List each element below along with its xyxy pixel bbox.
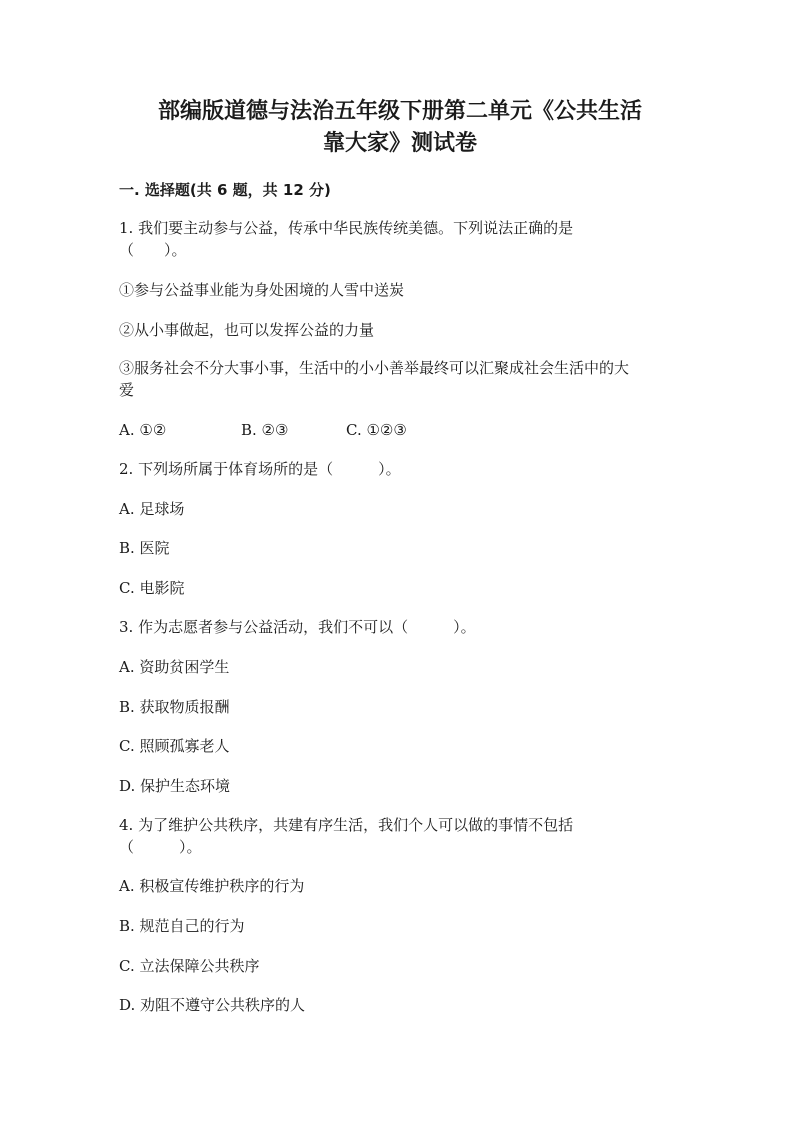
question-1-option-a[interactable]: A. ①② <box>119 421 167 439</box>
document-title-line-2: 靠大家》测试卷 <box>322 131 477 156</box>
question-3-option-a[interactable]: A. 资助贫困学生 <box>119 658 230 676</box>
question-1-option-b[interactable]: B. ②③ <box>241 421 289 439</box>
question-1-statement-3-continued: 爱 <box>119 381 135 399</box>
question-2-option-a[interactable]: A. 足球场 <box>119 500 185 518</box>
question-2-option-c[interactable]: C. 电影院 <box>119 579 185 597</box>
question-4-option-c[interactable]: C. 立法保障公共秩序 <box>119 957 260 975</box>
question-4-option-a[interactable]: A. 积极宣传维护秩序的行为 <box>119 877 305 895</box>
question-3-option-b[interactable]: B. 获取物质报酬 <box>119 698 230 716</box>
question-1-statement-1: ①参与公益事业能为身处困境的人雪中送炭 <box>119 281 405 299</box>
question-4-option-b[interactable]: B. 规范自己的行为 <box>119 917 245 935</box>
question-1-stem: 1. 我们要主动参与公益，传承中华民族传统美德。下列说法正确的是 <box>119 219 574 237</box>
question-3-option-d[interactable]: D. 保护生态环境 <box>119 777 231 795</box>
question-4-stem-continued: （ ）。 <box>119 838 202 856</box>
question-3-option-c[interactable]: C. 照顾孤寡老人 <box>119 737 230 755</box>
question-2-stem: 2. 下列场所属于体育场所的是（ ）。 <box>119 460 401 478</box>
question-1-option-c[interactable]: C. ①②③ <box>346 421 407 439</box>
question-1-statement-3: ③服务社会不分大事小事，生活中的小小善举最终可以汇聚成社会生活中的大 <box>119 359 630 377</box>
question-3-stem: 3. 作为志愿者参与公益活动，我们不可以（ ）。 <box>119 618 476 636</box>
question-1-stem-continued: （ ）。 <box>119 241 187 259</box>
section-heading: 一. 选择题(共 6 题，共 12 分) <box>119 181 331 199</box>
question-4-option-d[interactable]: D. 劝阻不遵守公共秩序的人 <box>119 996 306 1014</box>
document-title-line-1: 部编版道德与法治五年级下册第二单元《公共生活 <box>157 99 642 124</box>
question-1-statement-2: ②从小事做起，也可以发挥公益的力量 <box>119 321 375 339</box>
question-4-stem: 4. 为了维护公共秩序，共建有序生活，我们个人可以做的事情不包括 <box>119 816 574 834</box>
question-2-option-b[interactable]: B. 医院 <box>119 539 170 557</box>
